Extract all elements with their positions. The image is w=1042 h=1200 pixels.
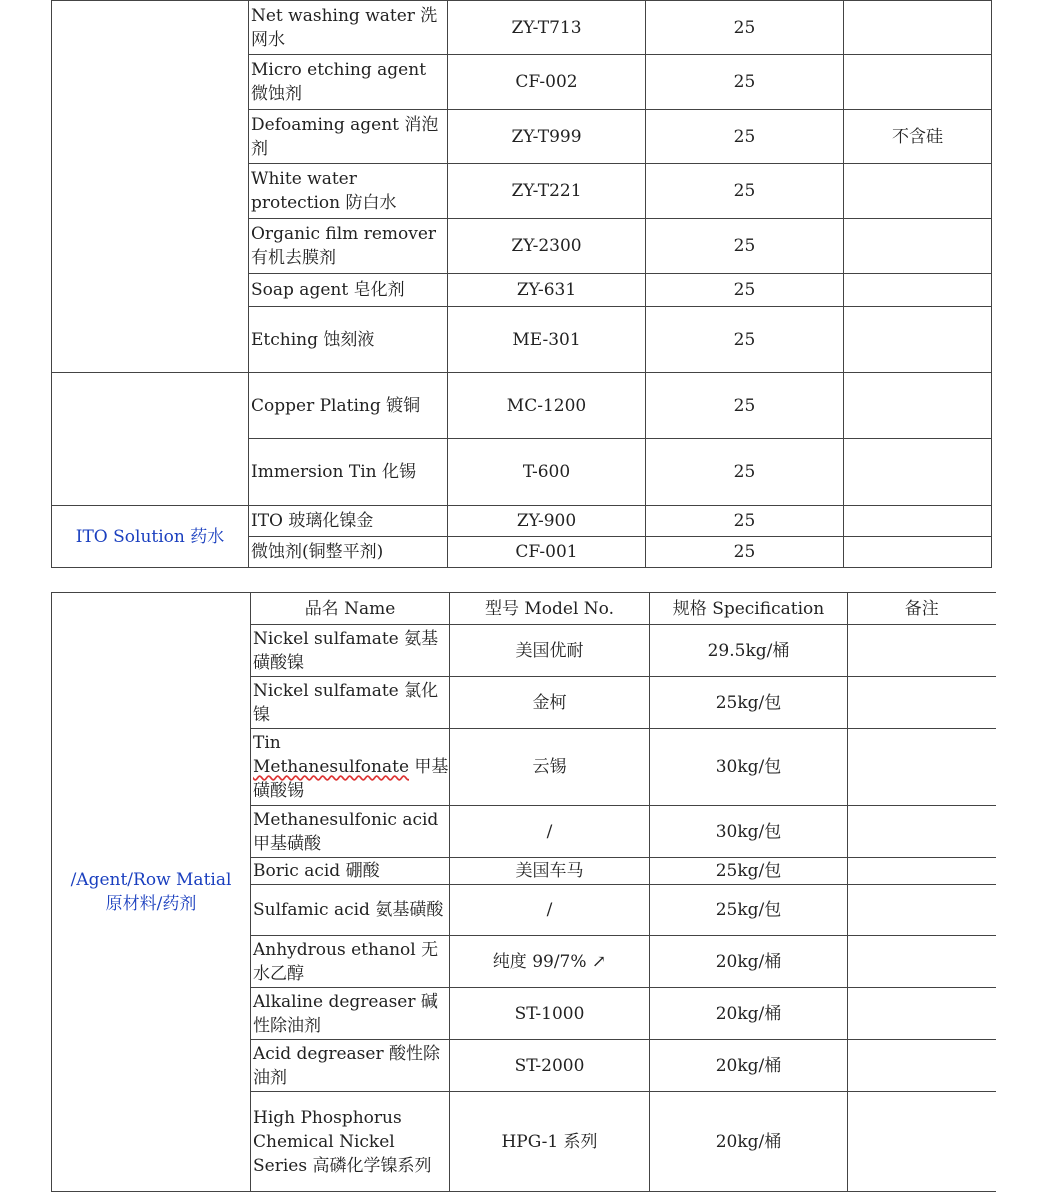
remark <box>848 677 996 729</box>
header-model: 型号 Model No. <box>450 593 650 625</box>
product-name-rest: 甲基磺酸锡 <box>253 757 449 801</box>
product-name: Micro etching agent 微蚀剂 <box>249 55 448 110</box>
model-number: ZY-900 <box>448 506 646 537</box>
remark <box>844 439 992 506</box>
model-number: HPG-1 系列 <box>450 1092 650 1192</box>
product-name-spellcheck: Methanesulfonate <box>253 757 410 777</box>
product-table-1 <box>51 0 992 568</box>
specification: 20kg/桶 <box>650 1092 848 1192</box>
remark <box>844 1 992 55</box>
remark <box>844 219 992 274</box>
model-number: ST-2000 <box>450 1040 650 1092</box>
model-number: ME-301 <box>448 307 646 373</box>
remark <box>844 537 992 568</box>
product-name: Nickel sulfamate 氨基磺酸镍 <box>251 625 450 677</box>
remark <box>848 729 996 806</box>
specification: 25 <box>646 55 844 110</box>
specification: 30kg/包 <box>650 729 848 806</box>
model-number: 云锡 <box>450 729 650 806</box>
model-number: CF-002 <box>448 55 646 110</box>
model-number: / <box>450 885 650 936</box>
model-number: T-600 <box>448 439 646 506</box>
remark <box>848 885 996 936</box>
product-name: Net washing water 洗网水 <box>249 1 448 55</box>
product-name <box>251 729 450 806</box>
specification: 25 <box>646 1 844 55</box>
model-number: ZY-631 <box>448 274 646 307</box>
product-name: White water protection 防白水 <box>249 164 448 219</box>
table-row <box>52 506 992 537</box>
product-name: Immersion Tin 化锡 <box>249 439 448 506</box>
specification: 25 <box>646 439 844 506</box>
product-name: Etching 蚀刻液 <box>249 307 448 373</box>
model-number: CF-001 <box>448 537 646 568</box>
remark: 不含硅 <box>844 110 992 164</box>
remark <box>848 806 996 858</box>
header-note: 备注 <box>848 593 996 625</box>
category-english-label: /Agent/Row Matial <box>70 870 232 890</box>
remark <box>844 506 992 537</box>
specification: 25 <box>646 164 844 219</box>
header-name: 品名 Name <box>251 593 450 625</box>
header-row <box>52 593 996 625</box>
remark <box>848 625 996 677</box>
product-name: High Phosphorus Chemical Nickel Series 高磷化学镍系列 <box>251 1092 450 1192</box>
remark <box>844 55 992 110</box>
product-name: ITO 玻璃化镍金 <box>249 506 448 537</box>
specification: 20kg/桶 <box>650 988 848 1040</box>
model-number: ZY-T221 <box>448 164 646 219</box>
remark <box>848 1092 996 1192</box>
product-name: Nickel sulfamate 氯化镍 <box>251 677 450 729</box>
remark <box>844 307 992 373</box>
remark <box>844 164 992 219</box>
model-number: 金柯 <box>450 677 650 729</box>
table-row <box>52 1 992 55</box>
model-number: 纯度 99/7% ↗ <box>450 936 650 988</box>
product-table-2 <box>51 592 996 1192</box>
product-name: Organic film remover 有机去膜剂 <box>249 219 448 274</box>
specification: 25kg/包 <box>650 885 848 936</box>
specification: 25 <box>646 506 844 537</box>
specification: 25 <box>646 537 844 568</box>
specification: 25 <box>646 274 844 307</box>
category-cell-empty <box>52 373 249 506</box>
remark <box>844 373 992 439</box>
specification: 25 <box>646 307 844 373</box>
remark <box>848 988 996 1040</box>
header-spec: 规格 Specification <box>650 593 848 625</box>
remark <box>844 274 992 307</box>
product-name: Methanesulfonic acid 甲基磺酸 <box>251 806 450 858</box>
product-name: Anhydrous ethanol 无水乙醇 <box>251 936 450 988</box>
model-number: ZY-T713 <box>448 1 646 55</box>
remark <box>848 858 996 885</box>
specification: 25 <box>646 373 844 439</box>
remark <box>848 936 996 988</box>
remark <box>848 1040 996 1092</box>
product-name-line1: Tin <box>253 733 281 753</box>
product-name: Boric acid 硼酸 <box>251 858 450 885</box>
specification: 25 <box>646 110 844 164</box>
model-number: / <box>450 806 650 858</box>
specification: 25 <box>646 219 844 274</box>
product-name: Copper Plating 镀铜 <box>249 373 448 439</box>
category-agent-raw-material <box>52 593 251 1192</box>
product-name: 微蚀剂(铜整平剂) <box>249 537 448 568</box>
category-cell-empty <box>52 1 249 373</box>
specification: 30kg/包 <box>650 806 848 858</box>
model-number: MC-1200 <box>448 373 646 439</box>
specification: 20kg/桶 <box>650 1040 848 1092</box>
specification: 25kg/包 <box>650 858 848 885</box>
model-number: 美国车马 <box>450 858 650 885</box>
product-name: Alkaline degreaser 碱性除油剂 <box>251 988 450 1040</box>
table-row <box>52 373 992 439</box>
product-name: Sulfamic acid 氨基磺酸 <box>251 885 450 936</box>
product-name: Soap agent 皂化剂 <box>249 274 448 307</box>
model-number: ZY-2300 <box>448 219 646 274</box>
specification: 20kg/桶 <box>650 936 848 988</box>
specification: 25kg/包 <box>650 677 848 729</box>
model-number: ZY-T999 <box>448 110 646 164</box>
category-chinese-label: 原材料/药剂 <box>105 894 197 914</box>
product-name: Defoaming agent 消泡剂 <box>249 110 448 164</box>
specification: 29.5kg/桶 <box>650 625 848 677</box>
model-number: 美国优耐 <box>450 625 650 677</box>
category-ito-solution: ITO Solution 药水 <box>52 506 249 568</box>
model-number: ST-1000 <box>450 988 650 1040</box>
product-name: Acid degreaser 酸性除油剂 <box>251 1040 450 1092</box>
